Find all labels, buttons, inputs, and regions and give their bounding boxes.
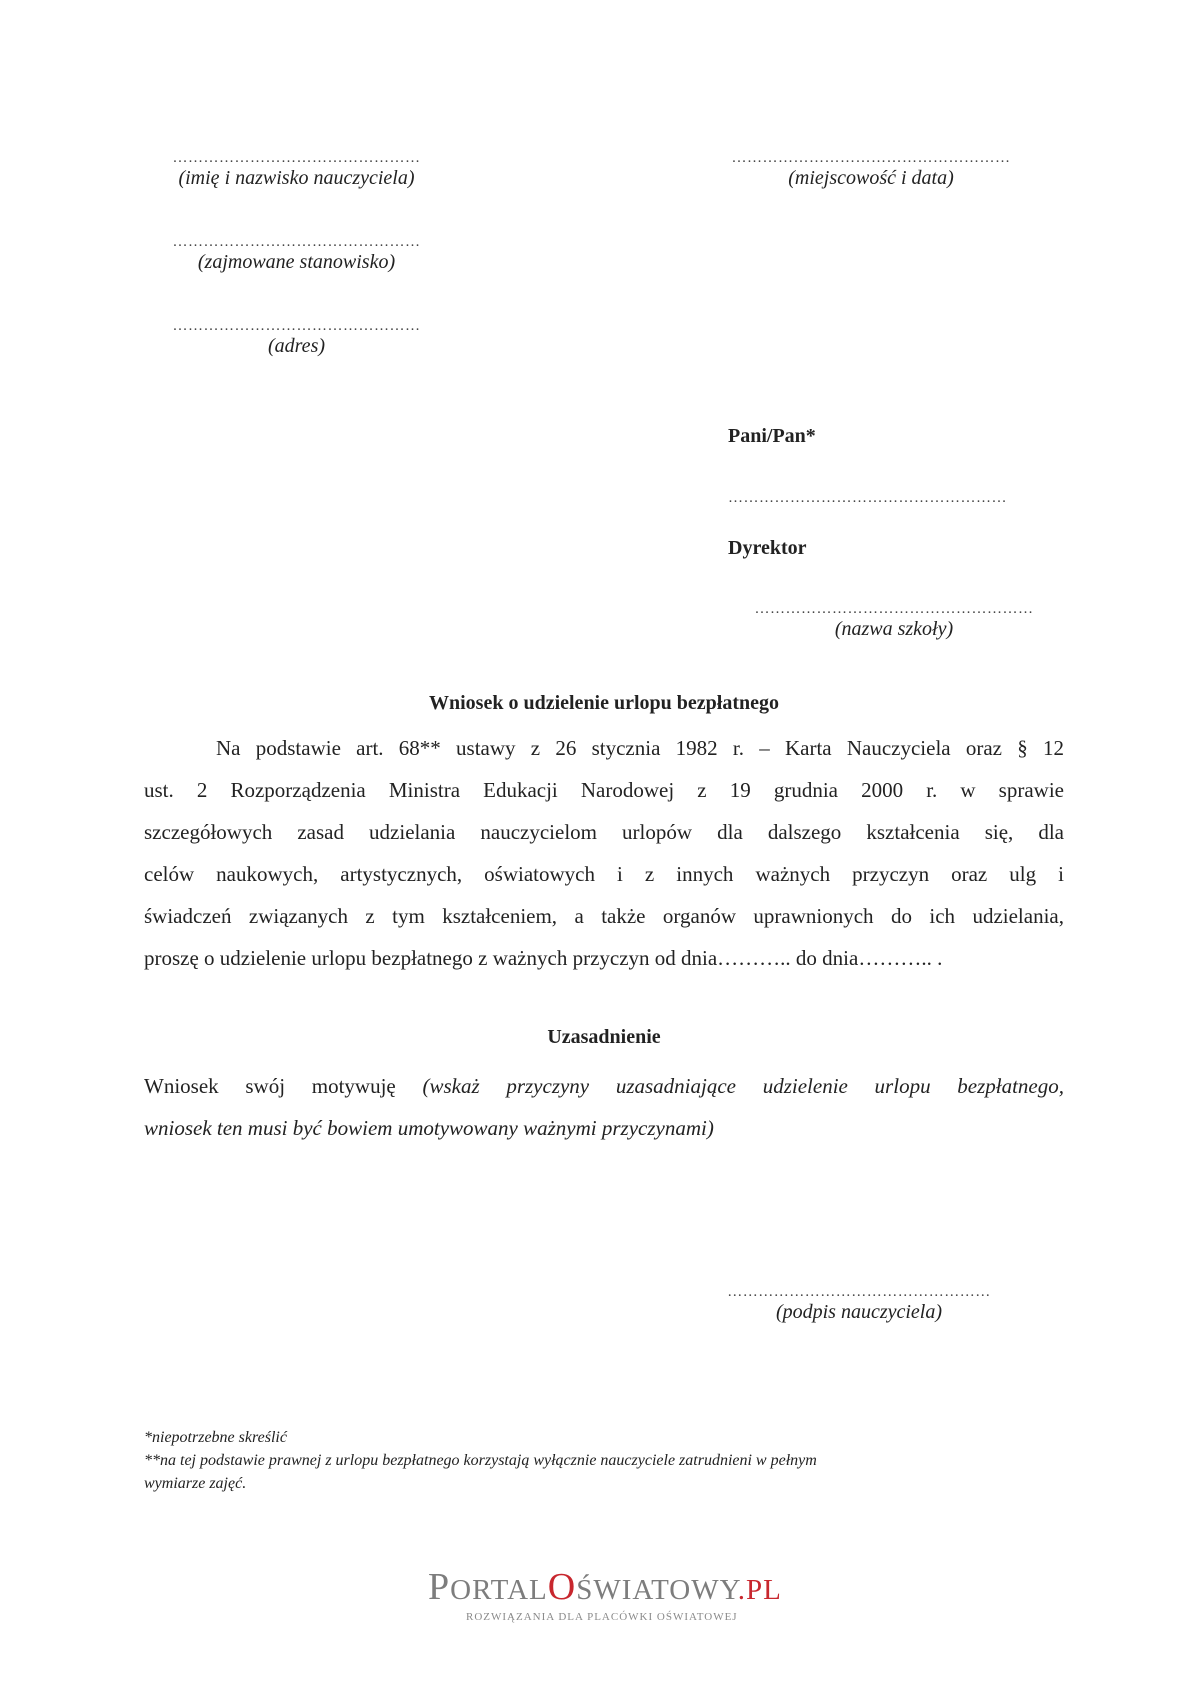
body-line: celów naukowych, artystycznych, oświatowych i z innych ważnych przyczyn oraz ulg i xyxy=(144,862,1064,886)
body-line: proszę o udzielenie urlopu bezpłatnego z ważnych przyczyn od dnia……….. do dnia……….. . xyxy=(144,946,943,970)
logo-wordmark xyxy=(428,1565,798,1609)
logo-part1-initial: P xyxy=(428,1566,451,1608)
recipient-school-dots: ……………………………………………… xyxy=(754,601,1034,617)
place-date-block xyxy=(716,150,1026,190)
sender-position-dots: ………………………………………… xyxy=(172,234,421,250)
body-line: szczegółowych zasad udzielania nauczycielom urlopów dla dalszego kształcenia się, dla xyxy=(144,820,1064,844)
justification-line xyxy=(144,1107,1064,1149)
sender-address-block xyxy=(144,318,449,358)
body-line: Na podstawie art. 68** ustawy z 26 stycznia 1982 r. – Karta Nauczyciela oraz § 12 xyxy=(216,736,1064,760)
sender-position-block xyxy=(144,234,449,274)
sender-name-block xyxy=(144,150,449,190)
recipient-school-block xyxy=(728,601,1060,641)
sender-address-dots: ………………………………………… xyxy=(172,318,421,334)
justification-italic-2: wniosek ten musi być bowiem umotywowany ważnymi przyczynami) xyxy=(144,1116,714,1140)
signature-dots: …………………………………………… xyxy=(727,1284,991,1300)
logo-domain: .PL xyxy=(737,1574,782,1606)
justification-heading: Uzasadnienie xyxy=(547,1026,661,1048)
sender-address-caption: (adres) xyxy=(267,335,326,357)
recipient-salutation: Pani/Pan* xyxy=(728,425,816,447)
logo-part1-rest: ORTAL xyxy=(450,1574,548,1606)
footnote-2-line1: **na tej podstawie prawnej z urlopu bezpłatnego korzystają wyłącznie nauczyciele zatrudnieni w pełnym xyxy=(144,1452,817,1469)
justification-text xyxy=(144,1065,1064,1149)
document-title: Wniosek o udzielenie urlopu bezpłatnego xyxy=(428,692,780,714)
recipient-name-dots: ……………………………………………… xyxy=(728,490,1007,506)
justification-plain: Wniosek swój motywuję xyxy=(144,1074,423,1098)
logo-part2-rest: ŚWIATOWY xyxy=(576,1574,738,1606)
logo-part2-initial: O xyxy=(547,1566,577,1608)
request-body xyxy=(144,727,1064,979)
body-line: świadczeń związanych z tym kształceniem, a także organów uprawnionych do ich udzielania, xyxy=(144,904,1064,928)
sender-position-caption: (zajmowane stanowisko) xyxy=(197,251,396,273)
logo-tagline: ROZWIĄZANIA DLA PLACÓWKI OŚWIATOWEJ xyxy=(466,1611,738,1623)
signature-block xyxy=(716,1284,1002,1324)
sender-name-dots: ………………………………………… xyxy=(172,150,421,166)
justification-italic-1: (wskaż przyczyny uzasadniające udzielenie urlopu bezpłatnego, xyxy=(422,1074,1065,1098)
footnote-2-line2: wymiarze zajęć. xyxy=(144,1475,247,1492)
signature-caption: (podpis nauczyciela) xyxy=(775,1301,943,1323)
footnote-1: *niepotrzebne skreślić xyxy=(144,1429,287,1446)
portal-oswiatowy-logo xyxy=(428,1565,798,1623)
body-line: ust. 2 Rozporządzenia Ministra Edukacji Narodowej z 19 grudnia 2000 r. w sprawie xyxy=(144,778,1064,802)
justification-line xyxy=(144,1065,1064,1107)
recipient-school-caption: (nazwa szkoły) xyxy=(834,618,954,640)
footnotes xyxy=(144,1426,1024,1495)
place-date-dots: ……………………………………………… xyxy=(731,150,1011,166)
recipient-role: Dyrektor xyxy=(728,537,807,559)
place-date-caption: (miejscowość i data) xyxy=(788,167,954,189)
sender-name-caption: (imię i nazwisko nauczyciela) xyxy=(178,167,415,189)
